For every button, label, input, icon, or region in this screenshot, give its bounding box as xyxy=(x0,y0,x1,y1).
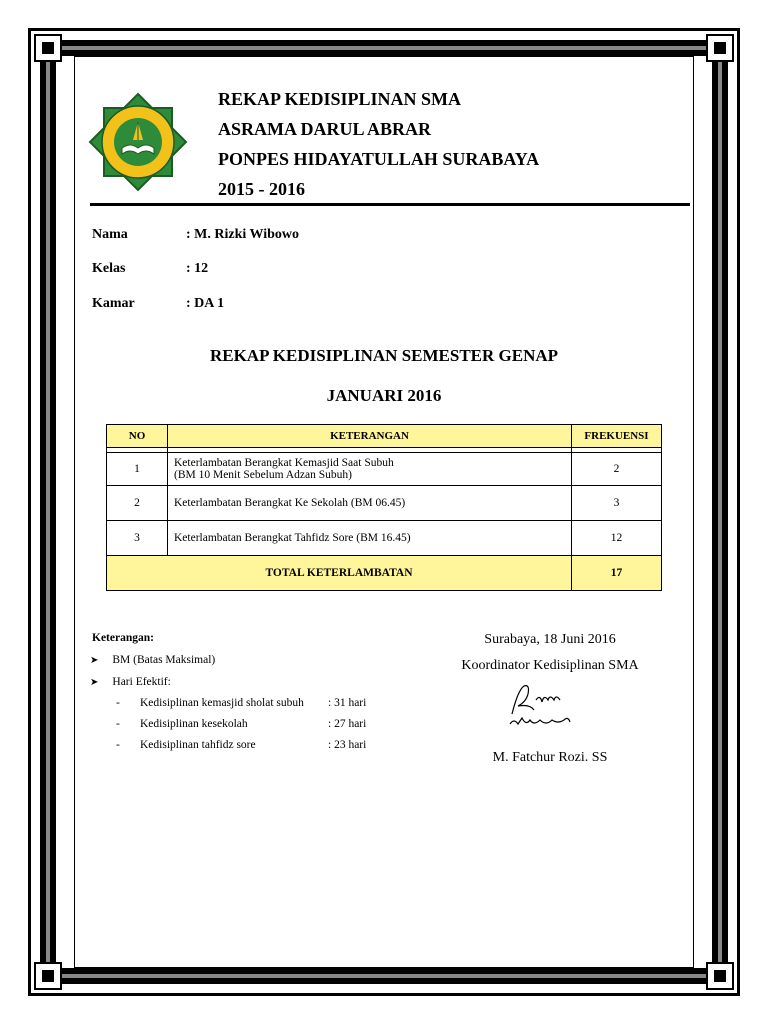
handwritten-signature xyxy=(500,680,590,730)
header-line-4: 2015 - 2016 xyxy=(218,179,305,199)
row-no: 3 xyxy=(107,521,168,556)
table-row xyxy=(107,453,662,486)
notes-heading: Keterangan: xyxy=(92,632,154,644)
note-item-value: : 27 hari xyxy=(328,718,367,730)
sign-place-date: Surabaya, 18 Juni 2016 xyxy=(484,632,616,647)
row-keterangan-line1: Keterlambatan Berangkat Kemasjid Saat Subuh xyxy=(174,457,394,469)
nama-value: : M. Rizki Wibowo xyxy=(186,227,300,242)
note-item-dash: - xyxy=(116,697,120,709)
col-header-frekuensi: FREKUENSI xyxy=(572,425,662,448)
total-label: TOTAL KETERLAMBATAN xyxy=(107,556,572,591)
frame-highlight-right xyxy=(718,56,722,968)
arrow-bullet-icon: ➤ xyxy=(90,655,99,666)
frame-corner-bottom-right xyxy=(706,962,734,990)
row-frekuensi: 2 xyxy=(572,453,662,486)
note-hari-efektif xyxy=(90,676,171,688)
row-no: 2 xyxy=(107,486,168,521)
table-header-row xyxy=(107,425,662,448)
row-keterangan: Keterlambatan Berangkat Ke Sekolah (BM 06.45) xyxy=(168,486,572,521)
note-item-dash: - xyxy=(116,739,120,751)
kelas-label: Kelas xyxy=(92,261,126,276)
row-no: 1 xyxy=(107,453,168,486)
kelas-value: : 12 xyxy=(186,261,209,276)
school-logo xyxy=(88,92,188,192)
header-line-2: ASRAMA DARUL ABRAR xyxy=(218,119,432,139)
note-item-label: Kedisiplinan tahfidz sore xyxy=(140,739,256,751)
frame-highlight-bottom xyxy=(56,974,712,978)
note-item-value: : 31 hari xyxy=(328,697,367,709)
table-row xyxy=(107,521,662,556)
header-divider xyxy=(90,203,690,206)
kamar-value: : DA 1 xyxy=(186,296,225,311)
row-keterangan xyxy=(168,453,572,486)
sign-role: Koordinator Kedisiplinan SMA xyxy=(461,658,639,673)
frame-highlight-left xyxy=(46,56,50,968)
nama-label: Nama xyxy=(92,227,128,242)
kamar-label: Kamar xyxy=(92,296,135,311)
col-header-no: NO xyxy=(107,425,168,448)
report-period: JANUARI 2016 xyxy=(326,386,442,405)
row-frekuensi: 12 xyxy=(572,521,662,556)
note-bm xyxy=(90,654,215,666)
note-hari-efektif-text: Hari Efektif: xyxy=(112,676,171,688)
arrow-bullet-icon: ➤ xyxy=(90,677,99,688)
table-row xyxy=(107,486,662,521)
rekap-table xyxy=(106,424,662,591)
frame-corner-top-right xyxy=(706,34,734,62)
row-keterangan-line2: (BM 10 Menit Sebelum Adzan Subuh) xyxy=(174,469,352,481)
col-header-keterangan: KETERANGAN xyxy=(168,425,572,448)
note-item-dash: - xyxy=(116,718,120,730)
total-value: 17 xyxy=(572,556,662,591)
row-frekuensi: 3 xyxy=(572,486,662,521)
sign-name: M. Fatchur Rozi. SS xyxy=(492,750,608,765)
header-line-1: REKAP KEDISIPLINAN SMA xyxy=(218,89,462,109)
note-item-label: Kedisiplinan kesekolah xyxy=(140,718,248,730)
header-title-block xyxy=(218,84,539,204)
frame-highlight-top xyxy=(56,46,712,50)
note-bm-text: BM (Batas Maksimal) xyxy=(112,654,216,666)
header-line-3: PONPES HIDAYATULLAH SURABAYA xyxy=(218,149,540,169)
table-total-row xyxy=(107,556,662,591)
note-item-value: : 23 hari xyxy=(328,739,367,751)
frame-corner-bottom-left xyxy=(34,962,62,990)
row-keterangan: Keterlambatan Berangkat Tahfidz Sore (BM 16.45) xyxy=(168,521,572,556)
note-item-label: Kedisiplinan kemasjid sholat subuh xyxy=(140,697,304,709)
frame-corner-top-left xyxy=(34,34,62,62)
report-title: REKAP KEDISIPLINAN SEMESTER GENAP xyxy=(209,346,559,365)
